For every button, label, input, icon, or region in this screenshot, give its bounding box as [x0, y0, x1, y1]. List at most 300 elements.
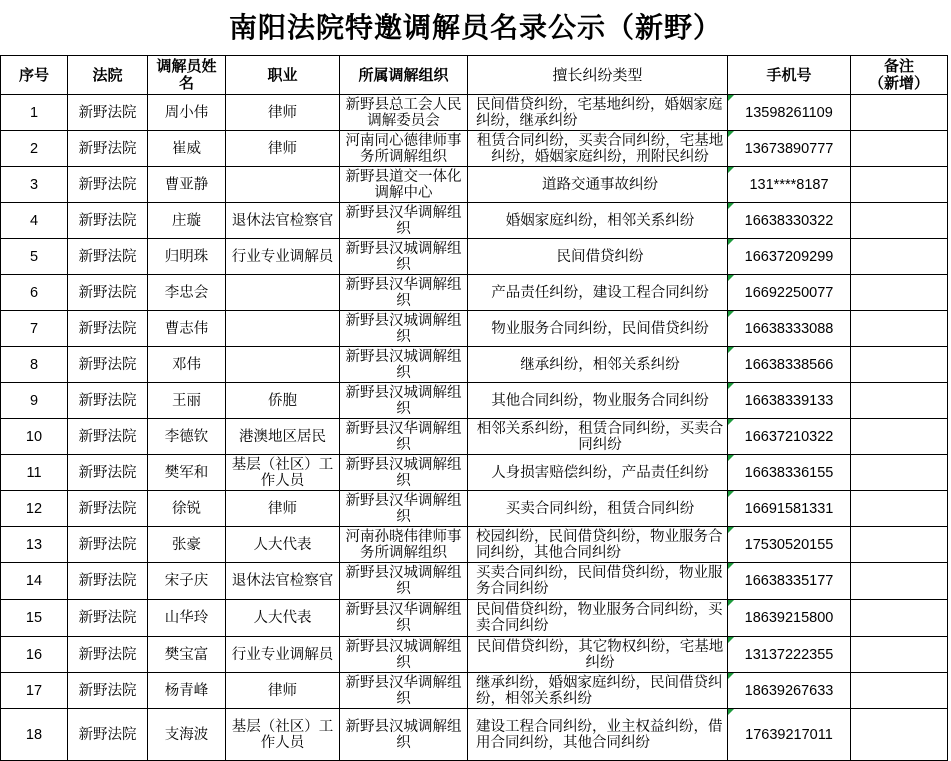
cell-phone — [728, 709, 851, 761]
cell-mediator-name — [148, 455, 226, 491]
cell-dispute-types — [468, 563, 728, 600]
cell-mediator-name-text: 李德钦 — [164, 428, 209, 445]
text-number-indicator — [728, 673, 734, 679]
cell-court — [68, 95, 148, 131]
cell-organization-text: 河南孙晓伟律师事务所调解组织 — [345, 528, 462, 561]
cell-phone — [728, 563, 851, 600]
mediator-roster-table — [0, 55, 948, 761]
cell-court-text: 新野法院 — [78, 536, 137, 553]
column-header-phone-text: 手机号 — [766, 66, 812, 84]
cell-phone — [728, 275, 851, 311]
table-row — [0, 131, 948, 167]
cell-mediator-name-text: 李忠会 — [164, 284, 209, 301]
cell-phone — [728, 491, 851, 527]
cell-organization-text: 新野县汉华调解组织 — [345, 276, 462, 309]
cell-remarks — [851, 95, 948, 131]
cell-occupation-text: 侨胞 — [268, 392, 297, 409]
text-number-indicator — [728, 131, 734, 137]
cell-mediator-name-text: 杨青峰 — [164, 682, 209, 699]
cell-court — [68, 167, 148, 203]
cell-organization-text: 河南同心德律师事务所调解组织 — [345, 132, 462, 165]
cell-phone — [728, 311, 851, 347]
cell-organization-text: 新野县汉城调解组织 — [345, 240, 462, 273]
cell-dispute-types — [468, 203, 728, 239]
table-row — [0, 239, 948, 275]
cell-index — [0, 239, 68, 275]
cell-mediator-name — [148, 600, 226, 637]
cell-index — [0, 527, 68, 563]
cell-organization-text: 新野县汉华调解组织 — [345, 492, 462, 525]
cell-index-text: 16 — [25, 646, 43, 663]
text-number-indicator — [728, 383, 734, 389]
cell-dispute-types — [468, 131, 728, 167]
table-row — [0, 563, 948, 600]
cell-court-text: 新野法院 — [78, 726, 137, 743]
column-header-dispute-types — [468, 55, 728, 95]
cell-occupation — [226, 167, 340, 203]
column-header-remarks — [851, 55, 948, 95]
cell-remarks — [851, 491, 948, 527]
cell-court — [68, 419, 148, 455]
cell-occupation — [226, 563, 340, 600]
cell-index-text: 15 — [25, 610, 43, 626]
cell-occupation-text: 行业专业调解员 — [231, 646, 334, 663]
column-header-index-text: 序号 — [18, 66, 49, 84]
text-number-indicator — [728, 239, 734, 245]
cell-phone — [728, 419, 851, 455]
cell-dispute-types — [468, 347, 728, 383]
cell-organization — [340, 600, 468, 637]
cell-organization — [340, 239, 468, 275]
cell-index — [0, 637, 68, 673]
cell-dispute-types — [468, 95, 728, 131]
column-header-index — [0, 55, 68, 95]
column-header-occupation — [226, 55, 340, 95]
cell-remarks — [851, 455, 948, 491]
cell-index-text: 6 — [29, 284, 39, 301]
cell-mediator-name — [148, 203, 226, 239]
cell-mediator-name-text: 徐锐 — [172, 500, 201, 517]
cell-organization — [340, 275, 468, 311]
cell-mediator-name-text: 邓伟 — [172, 356, 201, 373]
cell-organization-text: 新野县汉城调解组织 — [345, 565, 462, 597]
cell-occupation — [226, 600, 340, 637]
cell-organization-text: 新野县汉城调解组织 — [345, 638, 462, 671]
cell-phone — [728, 131, 851, 167]
text-number-indicator — [728, 563, 734, 569]
table-row — [0, 167, 948, 203]
cell-phone — [728, 239, 851, 275]
cell-dispute-types — [468, 275, 728, 311]
cell-phone-text: 18639267633 — [744, 682, 834, 699]
cell-dispute-types-text: 民间借贷纠纷，其它物权纠纷，宅基地纠纷 — [476, 638, 724, 671]
cell-dispute-types — [468, 600, 728, 637]
cell-court — [68, 311, 148, 347]
cell-index-text: 18 — [25, 726, 43, 743]
cell-organization-text: 新野县道交一体化调解中心 — [345, 168, 462, 201]
cell-remarks — [851, 383, 948, 419]
cell-dispute-types-text: 婚姻家庭纠纷，相邻关系纠纷 — [505, 212, 695, 229]
cell-mediator-name — [148, 275, 226, 311]
cell-remarks — [851, 167, 948, 203]
cell-mediator-name — [148, 239, 226, 275]
cell-index-text: 12 — [25, 500, 43, 517]
text-number-indicator — [728, 95, 734, 101]
cell-remarks — [851, 709, 948, 761]
cell-index — [0, 491, 68, 527]
cell-organization — [340, 455, 468, 491]
cell-dispute-types-text: 民间借贷纠纷，物业服务合同纠纷，买卖合同纠纷 — [476, 602, 723, 634]
cell-court — [68, 527, 148, 563]
cell-occupation — [226, 527, 340, 563]
cell-mediator-name-text: 庄璇 — [172, 212, 201, 229]
cell-index-text: 17 — [25, 682, 43, 699]
cell-mediator-name-text: 归明珠 — [164, 248, 209, 265]
cell-dispute-types — [468, 673, 728, 709]
cell-occupation-text: 人大代表 — [253, 536, 312, 553]
cell-organization-text: 新野县汉城调解组织 — [345, 384, 462, 417]
cell-phone-text: 16638335177 — [744, 573, 834, 589]
cell-phone-text: 16638338566 — [744, 356, 834, 373]
cell-mediator-name — [148, 637, 226, 673]
cell-phone — [728, 95, 851, 131]
cell-index-text: 14 — [25, 573, 43, 589]
cell-index — [0, 203, 68, 239]
cell-organization — [340, 95, 468, 131]
cell-organization-text: 新野县汉城调解组织 — [345, 718, 462, 751]
cell-index-text: 13 — [25, 536, 43, 553]
cell-organization-text: 新野县汉城调解组织 — [345, 456, 462, 489]
cell-occupation-text: 人大代表 — [253, 610, 312, 626]
cell-organization — [340, 491, 468, 527]
cell-index — [0, 455, 68, 491]
cell-phone-text: 13673890777 — [744, 140, 834, 157]
cell-phone — [728, 637, 851, 673]
cell-mediator-name — [148, 709, 226, 761]
cell-court — [68, 600, 148, 637]
cell-court-text: 新野法院 — [78, 356, 137, 373]
cell-index — [0, 167, 68, 203]
cell-organization — [340, 527, 468, 563]
cell-organization — [340, 383, 468, 419]
cell-phone-text: 16638339133 — [744, 392, 834, 409]
cell-index-text: 7 — [29, 320, 39, 337]
cell-organization-text: 新野县汉华调解组织 — [345, 420, 462, 453]
cell-occupation — [226, 455, 340, 491]
cell-phone-text: 16691581331 — [744, 500, 834, 517]
cell-phone-text: 17639217011 — [745, 726, 833, 743]
cell-phone-text: 16638336155 — [744, 464, 834, 481]
cell-court — [68, 491, 148, 527]
cell-occupation — [226, 203, 340, 239]
text-number-indicator — [728, 419, 734, 425]
cell-occupation — [226, 131, 340, 167]
cell-occupation-text: 退休法官检察官 — [231, 212, 334, 229]
cell-mediator-name-text: 支海波 — [164, 726, 209, 743]
cell-occupation-text: 基层（社区）工作人员 — [231, 718, 334, 751]
cell-organization — [340, 673, 468, 709]
cell-dispute-types — [468, 167, 728, 203]
cell-remarks — [851, 239, 948, 275]
cell-mediator-name — [148, 419, 226, 455]
cell-phone-text: 131****8187 — [749, 176, 829, 193]
cell-phone-text: 13598261109 — [745, 104, 833, 121]
table-row — [0, 673, 948, 709]
cell-court-text: 新野法院 — [78, 284, 137, 301]
cell-index-text: 5 — [29, 248, 39, 265]
cell-index — [0, 131, 68, 167]
cell-mediator-name — [148, 95, 226, 131]
cell-court — [68, 637, 148, 673]
cell-phone — [728, 673, 851, 709]
column-header-occupation-text: 职业 — [267, 66, 298, 84]
cell-occupation — [226, 347, 340, 383]
column-header-mediator-name-text: 调解员姓名 — [156, 58, 217, 92]
cell-dispute-types — [468, 527, 728, 563]
cell-court-text: 新野法院 — [78, 320, 137, 337]
cell-court — [68, 455, 148, 491]
cell-dispute-types — [468, 383, 728, 419]
cell-occupation-text: 退休法官检察官 — [231, 573, 334, 589]
cell-dispute-types-text: 其他合同纠纷，物业服务合同纠纷 — [491, 392, 709, 409]
cell-dispute-types-text: 相邻关系纠纷，租赁合同纠纷，买卖合同纠纷 — [476, 420, 724, 453]
cell-phone — [728, 203, 851, 239]
cell-remarks — [851, 275, 948, 311]
table-row — [0, 455, 948, 491]
cell-occupation — [226, 275, 340, 311]
table-body — [0, 95, 948, 761]
cell-court — [68, 347, 148, 383]
cell-phone — [728, 600, 851, 637]
column-header-mediator-name — [148, 55, 226, 95]
cell-mediator-name-text: 崔威 — [172, 140, 201, 157]
cell-index-text: 2 — [29, 140, 39, 157]
text-number-indicator — [728, 709, 734, 715]
column-header-court-text: 法院 — [92, 66, 123, 84]
cell-index — [0, 419, 68, 455]
cell-dispute-types-text: 买卖合同纠纷，租赁合同纠纷 — [505, 500, 695, 517]
cell-organization — [340, 637, 468, 673]
cell-mediator-name-text: 周小伟 — [164, 104, 209, 121]
cell-dispute-types-text: 民间借贷纠纷 — [556, 248, 644, 265]
cell-dispute-types — [468, 419, 728, 455]
cell-phone-text: 16638330322 — [744, 212, 834, 229]
cell-court — [68, 203, 148, 239]
cell-court-text: 新野法院 — [78, 392, 137, 409]
cell-occupation — [226, 709, 340, 761]
cell-remarks — [851, 600, 948, 637]
table-row — [0, 275, 948, 311]
cell-dispute-types-text: 物业服务合同纠纷，民间借贷纠纷 — [491, 320, 709, 337]
cell-phone-text: 17530520155 — [744, 536, 834, 553]
text-number-indicator — [728, 491, 734, 497]
cell-dispute-types-text: 道路交通事故纠纷 — [542, 176, 658, 193]
cell-remarks — [851, 311, 948, 347]
cell-mediator-name-text: 张豪 — [172, 536, 201, 553]
cell-index-text: 11 — [26, 464, 42, 481]
cell-organization — [340, 347, 468, 383]
cell-court — [68, 563, 148, 600]
cell-remarks — [851, 563, 948, 600]
cell-dispute-types-text: 民间借贷纠纷，宅基地纠纷，婚姻家庭纠纷，继承纠纷 — [476, 96, 723, 129]
cell-dispute-types-text: 校园纠纷，民间借贷纠纷，物业服务合同纠纷，其他合同纠纷 — [476, 528, 723, 561]
cell-court-text: 新野法院 — [78, 248, 137, 265]
column-header-remarks-text: 备注 （新增） — [868, 58, 929, 92]
cell-court-text: 新野法院 — [78, 176, 137, 193]
cell-remarks — [851, 419, 948, 455]
cell-phone — [728, 455, 851, 491]
cell-mediator-name — [148, 673, 226, 709]
text-number-indicator — [728, 455, 734, 461]
cell-organization-text: 新野县汉华调解组织 — [345, 674, 462, 707]
cell-index — [0, 709, 68, 761]
cell-remarks — [851, 203, 948, 239]
cell-index — [0, 600, 68, 637]
cell-index — [0, 347, 68, 383]
cell-mediator-name — [148, 167, 226, 203]
cell-court — [68, 383, 148, 419]
cell-dispute-types-text: 建设工程合同纠纷，业主权益纠纷，借用合同纠纷，其他合同纠纷 — [476, 718, 723, 751]
text-number-indicator — [728, 347, 734, 353]
table-row — [0, 95, 948, 131]
cell-mediator-name-text: 山华玲 — [164, 610, 209, 626]
cell-court-text: 新野法院 — [78, 500, 137, 517]
cell-organization-text: 新野县总工会人民调解委员会 — [345, 96, 462, 129]
text-number-indicator — [728, 203, 734, 209]
cell-index-text: 4 — [29, 212, 39, 229]
cell-organization — [340, 167, 468, 203]
cell-phone-text: 13137222355 — [744, 646, 834, 663]
cell-dispute-types-text: 租赁合同纠纷，买卖合同纠纷，宅基地纠纷，婚姻家庭纠纷，刑附民纠纷 — [476, 132, 724, 165]
table-row — [0, 527, 948, 563]
cell-occupation-text: 律师 — [268, 104, 297, 121]
cell-mediator-name-text: 曹亚静 — [164, 176, 209, 193]
cell-organization-text: 新野县汉华调解组织 — [345, 602, 462, 634]
cell-dispute-types — [468, 637, 728, 673]
cell-court — [68, 709, 148, 761]
cell-mediator-name — [148, 131, 226, 167]
cell-dispute-types-text: 人身损害赔偿纠纷，产品责任纠纷 — [491, 464, 709, 481]
cell-mediator-name — [148, 311, 226, 347]
cell-occupation-text: 律师 — [268, 682, 297, 699]
cell-mediator-name-text: 樊军和 — [164, 464, 209, 481]
cell-index-text: 8 — [29, 356, 39, 373]
cell-court-text: 新野法院 — [78, 428, 137, 445]
cell-remarks — [851, 673, 948, 709]
cell-mediator-name — [148, 383, 226, 419]
cell-phone-text: 18639215800 — [744, 610, 834, 626]
table-row — [0, 419, 948, 455]
table-row — [0, 491, 948, 527]
cell-index-text: 3 — [29, 176, 39, 193]
cell-remarks — [851, 347, 948, 383]
text-number-indicator — [728, 275, 734, 281]
cell-phone-text: 16637209299 — [744, 248, 834, 265]
cell-mediator-name-text: 曹志伟 — [164, 320, 209, 337]
cell-occupation-text: 行业专业调解员 — [231, 248, 334, 265]
cell-index — [0, 673, 68, 709]
cell-phone — [728, 347, 851, 383]
cell-mediator-name — [148, 347, 226, 383]
cell-index — [0, 563, 68, 600]
cell-index — [0, 383, 68, 419]
cell-court — [68, 239, 148, 275]
table-row — [0, 600, 948, 637]
cell-phone — [728, 383, 851, 419]
cell-dispute-types — [468, 311, 728, 347]
cell-occupation — [226, 673, 340, 709]
table-row — [0, 203, 948, 239]
text-number-indicator — [728, 311, 734, 317]
cell-remarks — [851, 637, 948, 673]
cell-phone-text: 16638333088 — [744, 320, 834, 337]
cell-court-text: 新野法院 — [78, 646, 137, 663]
cell-phone — [728, 167, 851, 203]
cell-organization — [340, 419, 468, 455]
cell-occupation — [226, 239, 340, 275]
cell-occupation — [226, 383, 340, 419]
table-row — [0, 311, 948, 347]
cell-mediator-name-text: 王丽 — [172, 392, 201, 409]
cell-court — [68, 131, 148, 167]
cell-occupation — [226, 95, 340, 131]
cell-index — [0, 311, 68, 347]
cell-phone-text: 16692250077 — [744, 284, 834, 301]
cell-mediator-name — [148, 491, 226, 527]
cell-court-text: 新野法院 — [78, 140, 137, 157]
table-row — [0, 383, 948, 419]
cell-court-text: 新野法院 — [78, 212, 137, 229]
cell-occupation-text: 基层（社区）工作人员 — [231, 456, 334, 489]
cell-occupation-text: 港澳地区居民 — [239, 428, 326, 445]
cell-organization — [340, 563, 468, 600]
text-number-indicator — [728, 600, 734, 606]
cell-dispute-types — [468, 239, 728, 275]
page-title-text: 南阳法院特邀调解员名录公示（新野） — [228, 12, 722, 43]
cell-organization — [340, 709, 468, 761]
cell-index — [0, 95, 68, 131]
cell-dispute-types-text: 产品责任纠纷，建设工程合同纠纷 — [491, 284, 709, 301]
table-header-row — [0, 55, 948, 95]
cell-court-text: 新野法院 — [78, 573, 137, 589]
cell-occupation — [226, 637, 340, 673]
cell-occupation — [226, 311, 340, 347]
cell-occupation-text: 律师 — [268, 500, 297, 517]
column-header-dispute-types-text: 擅长纠纷类型 — [552, 66, 643, 84]
table-row — [0, 709, 948, 761]
cell-index — [0, 275, 68, 311]
cell-dispute-types-text: 继承纠纷，相邻关系纠纷 — [520, 356, 680, 373]
cell-remarks — [851, 527, 948, 563]
cell-remarks — [851, 131, 948, 167]
cell-organization-text: 新野县汉城调解组织 — [345, 312, 462, 345]
cell-mediator-name-text: 樊宝富 — [164, 646, 209, 663]
cell-organization — [340, 131, 468, 167]
cell-index-text: 9 — [29, 392, 39, 409]
cell-dispute-types — [468, 455, 728, 491]
cell-dispute-types — [468, 491, 728, 527]
cell-index-text: 1 — [29, 104, 39, 121]
cell-occupation — [226, 419, 340, 455]
cell-organization — [340, 203, 468, 239]
cell-dispute-types-text: 买卖合同纠纷，民间借贷纠纷，物业服务合同纠纷 — [476, 565, 723, 597]
cell-court-text: 新野法院 — [78, 104, 137, 121]
table-row — [0, 347, 948, 383]
cell-court — [68, 673, 148, 709]
cell-mediator-name — [148, 563, 226, 600]
text-number-indicator — [728, 527, 734, 533]
page-title — [0, 0, 951, 55]
